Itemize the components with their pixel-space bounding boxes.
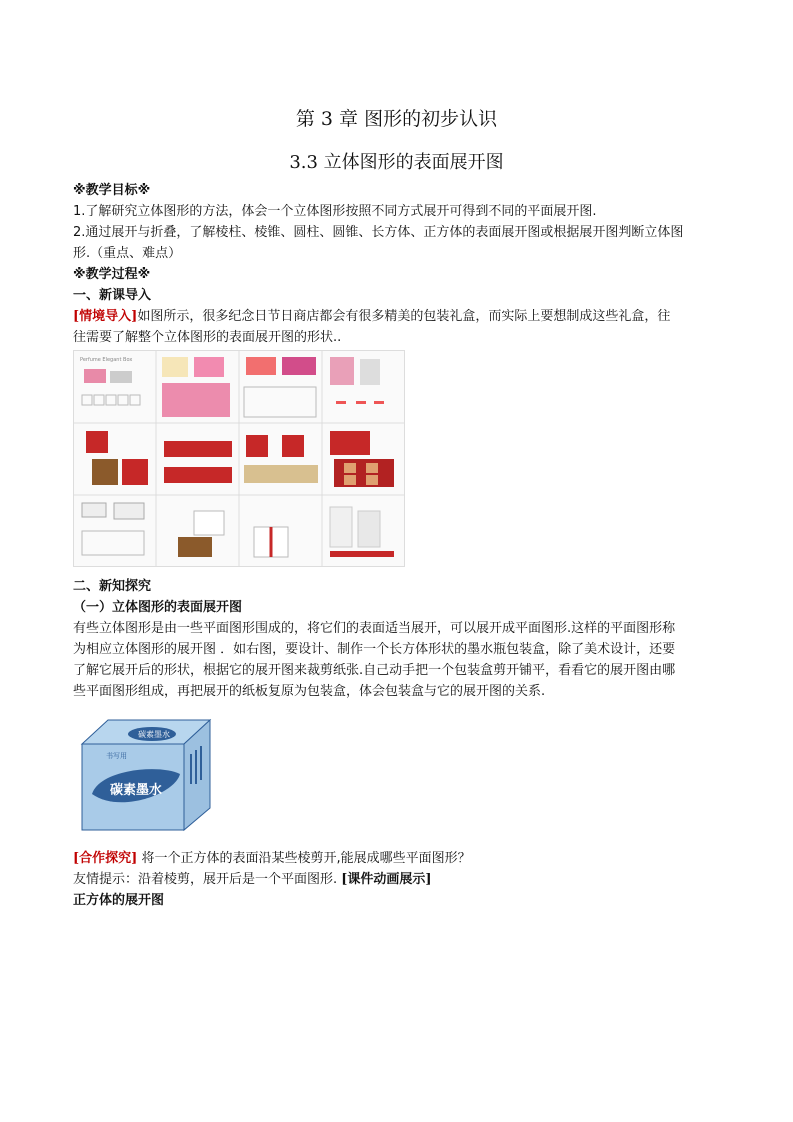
- part2-heading: 二、新知探究: [73, 579, 152, 594]
- intro-line1: [73, 306, 723, 327]
- process-heading: ※教学过程※: [73, 267, 151, 282]
- gift-box-collage: [73, 350, 405, 567]
- coop-tag: [合作探究]: [73, 851, 138, 866]
- objective-1: 1.了解研究立体图形的方法，体会一个立体图形按照不同方式展开可得到不同的平面展开图.: [73, 204, 597, 219]
- ink-side-label: 书写用: [106, 752, 127, 760]
- intro-tag: [情境导入]: [73, 309, 138, 324]
- collage-graphic: [74, 351, 404, 566]
- objective-2-line2: 形.（重点、难点）: [73, 246, 182, 261]
- objectives-heading: ※教学目标※: [73, 183, 151, 198]
- explore-line2: 为相应立体图形的展开图 ．如右图，要设计、制作一个长方体形状的墨水瓶包装盒，除了美术设计，还要: [73, 642, 676, 657]
- sub1-heading: （一）立体图形的表面展开图: [73, 600, 243, 615]
- coop-question: 将一个正方体的表面沿某些棱剪开,能展成哪些平面图形？: [137, 851, 471, 866]
- chapter-title: 第 3 章 图形的初步认识: [295, 108, 498, 130]
- intro-text: 如图所示，很多纪念日节日商店都会有很多精美的包装礼盒，而实际上要想制成这些礼盒，往: [137, 309, 671, 324]
- intro-line2: 往需要了解整个立体图形的表面展开图的形状..: [73, 330, 342, 345]
- explore-line3: 了解它展开后的形状，根据它的展开图来裁剪纸张.自己动手把一个包装盒剪开铺平，看看它的展开图由哪: [73, 663, 676, 678]
- hint-line: [73, 869, 723, 890]
- ink-box-graphic: [80, 714, 215, 834]
- coop-line: [73, 848, 723, 869]
- explore-line4: 些平面图形组成，再把展开的纸板复原为包装盒，体会包装盒与它的展开图的关系.: [73, 684, 546, 699]
- cube-net-heading: 正方体的展开图: [73, 893, 165, 908]
- ink-box-illustration: [80, 714, 215, 834]
- objective-2-line1: 2.通过展开与折叠，了解棱柱、棱锥、圆柱、圆锥、长方体、正方体的表面展开图或根据展开图判断立体图: [73, 225, 684, 240]
- part1-heading: 一、新课导入: [73, 288, 152, 303]
- section-title: 3.3 立体图形的表面展开图: [289, 152, 504, 173]
- ink-front-label: 碳素墨水: [110, 783, 163, 798]
- collage-caption: Perfume Elegant Box: [80, 357, 133, 363]
- explore-line1: 有些立体图形是由一些平面图形围成的，将它们的表面适当展开，可以展开成平面图形.这样的平面图形称: [73, 621, 676, 636]
- hint-tag: [课件动画展示]: [341, 872, 432, 887]
- hint-text: 友情提示：沿着棱剪，展开后是一个平面图形.: [73, 872, 342, 887]
- ink-top-label: 碳素墨水: [138, 730, 170, 739]
